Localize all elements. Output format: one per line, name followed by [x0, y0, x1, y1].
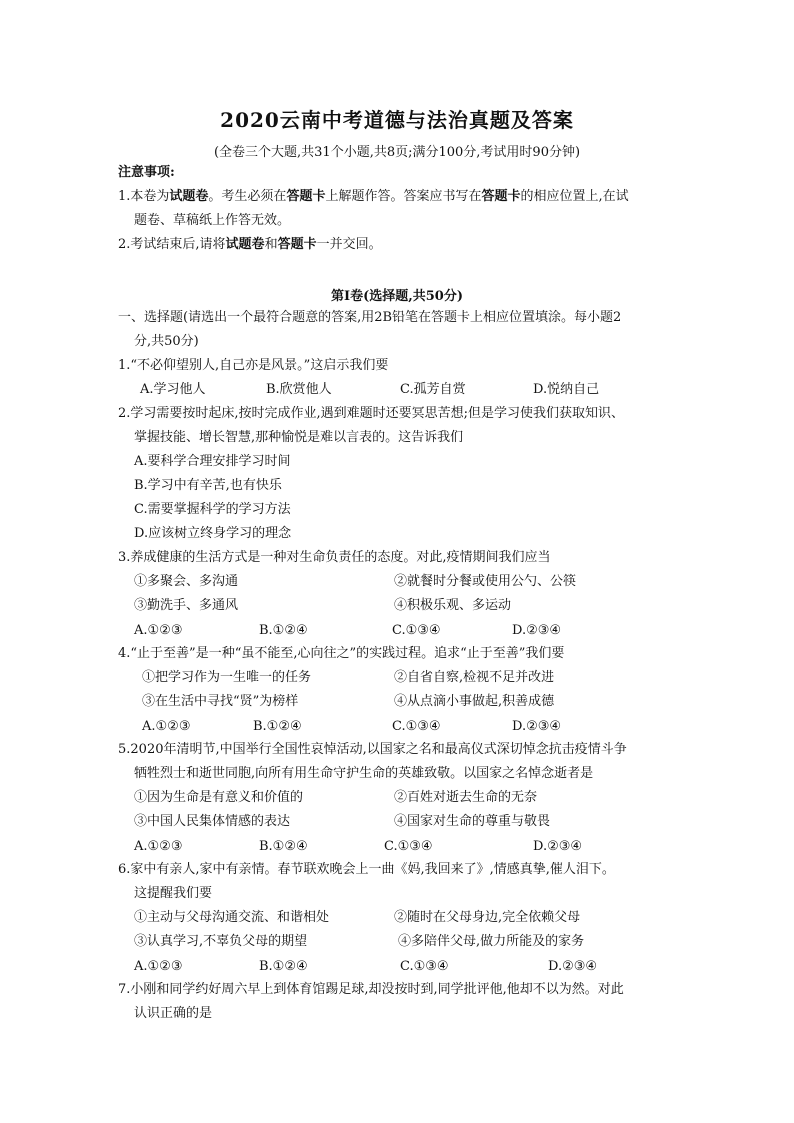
q5-option-c: C.①③④ [384, 839, 433, 854]
q5-statement-1: ①因为生命是有意义和价值的 [134, 790, 304, 805]
notice-bold: 答题卡 [277, 237, 317, 252]
q3-statement-3: ③勤洗手、多通风 [134, 598, 239, 613]
page-title: 2020云南中考道德与法治真题及答案 [220, 108, 574, 132]
q6-option-c: C.①③④ [400, 959, 449, 974]
q4-option-c: C.①③④ [392, 719, 441, 734]
q6-statement-2: ②随时在父母身边,完全依赖父母 [394, 910, 581, 925]
section-intro: 一、选择题(请选出一个最符合题意的答案,用2B铅笔在答题卡上相应位置填涂。每小题2 [118, 310, 622, 325]
q6-option-d: D.②③④ [548, 959, 598, 974]
q2-option-a: A.要科学合理安排学习时间 [134, 454, 291, 469]
question-2-stem: 2.学习需要按时起床,按时完成作业,遇到难题时还要冥思苦想;但是学习使我们获取知识、 [118, 406, 625, 421]
q5-option-a: A.①②③ [134, 839, 183, 854]
q2-option-b: B.学习中有辛苦,也有快乐 [134, 478, 282, 493]
notice-text: 1.本卷为 [118, 189, 170, 204]
notice-text: 。考生必须在 [208, 189, 287, 204]
notice-bold: 试题卷 [225, 237, 265, 252]
q6-option-a: A.①②③ [134, 959, 183, 974]
q3-option-a: A.①②③ [134, 623, 183, 638]
question-2-stem-cont: 掌握技能、增长智慧,那种愉悦是难以言表的。这告诉我们 [134, 430, 464, 445]
section-intro-cont: 分,共50分) [134, 334, 199, 349]
q1-option-c: C.孤芳自赏 [400, 382, 466, 397]
question-7-stem: 7.小刚和同学约好周六早上到体育馆踢足球,却没按时到,同学批评他,他却不以为然。对此 [118, 982, 624, 997]
q6-option-b: B.①②④ [259, 959, 308, 974]
notice-heading: 注意事项: [118, 165, 175, 180]
notice-text: 上解题作答。答案应书写在 [325, 189, 482, 204]
notice-text: 的相应位置上,在试 [520, 189, 629, 204]
question-4-stem: 4.“止于至善”是一种“虽不能至,心向往之”的实践过程。追求“止于至善”我们要 [118, 646, 565, 661]
q5-option-b: B.①②④ [259, 839, 308, 854]
q3-option-c: C.①③④ [392, 623, 441, 638]
q3-statement-1: ①多聚会、多沟通 [134, 574, 239, 589]
question-6-stem: 6.家中有亲人,家中有亲情。春节联欢晚会上一曲《妈,我回来了》,情感真挚,催人泪下。 [118, 862, 615, 877]
q6-statement-1: ①主动与父母沟通交流、和谐相处 [134, 910, 330, 925]
q4-option-a: A.①②③ [142, 719, 191, 734]
q4-statement-1: ①把学习作为一生唯一的任务 [142, 670, 312, 685]
notice-bold: 答题卡 [286, 189, 326, 204]
notice-bold: 试题卷 [169, 189, 209, 204]
q3-option-d: D.②③④ [512, 623, 562, 638]
q5-statement-2: ②百姓对逝去生命的无奈 [394, 790, 538, 805]
question-5-stem-cont: 牺牲烈士和逝世同胞,向所有用生命守护生命的英雄致敬。以国家之名悼念逝者是 [134, 766, 594, 781]
q4-statement-3: ③在生活中寻找“贤”为榜样 [142, 694, 299, 709]
notice-item-1-cont: 题卷、草稿纸上作答无效。 [134, 213, 291, 228]
q3-option-b: B.①②④ [259, 623, 308, 638]
q5-option-d: D.②③④ [533, 839, 583, 854]
q4-option-d: D.②③④ [512, 719, 562, 734]
q4-option-b: B.①②④ [253, 719, 302, 734]
notice-bold: 答题卡 [481, 189, 521, 204]
q5-statement-4: ④国家对生命的尊重与敬畏 [394, 814, 551, 829]
notice-item-1 [118, 189, 629, 205]
q4-statement-4: ④从点滴小事做起,积善成德 [394, 694, 555, 709]
q1-option-d: D.悦纳自己 [533, 382, 600, 397]
q2-option-c: C.需要掌握科学的学习方法 [134, 502, 291, 517]
section-heading: 第I卷(选择题,共50分) [331, 289, 463, 304]
question-5-stem: 5.2020年清明节,中国举行全国性哀悼活动,以国家之名和最高仪式深切悼念抗击疫情斗争 [118, 742, 627, 757]
q3-statement-4: ④积极乐观、多运动 [394, 598, 512, 613]
q2-option-d: D.应该树立终身学习的理念 [134, 526, 292, 541]
q6-statement-4: ④多陪伴父母,做力所能及的家务 [398, 934, 585, 949]
notice-text: 2.考试结束后,请将 [118, 237, 226, 252]
q3-statement-2: ②就餐时分餐或使用公勺、公筷 [394, 574, 577, 589]
q5-statement-3: ③中国人民集体情感的表达 [134, 814, 291, 829]
notice-text: 和 [264, 237, 278, 252]
q4-statement-2: ②自省自察,检视不足并改进 [394, 670, 555, 685]
question-3-stem: 3.养成健康的生活方式是一种对生命负责任的态度。对此,疫情期间我们应当 [118, 550, 551, 565]
exam-info: (全卷三个大题,共31个小题,共8页;满分100分,考试用时90分钟) [213, 145, 581, 160]
question-1-stem: 1.“不必仰望别人,自己亦是风景。”这启示我们要 [118, 358, 389, 373]
q6-statement-3: ③认真学习,不辜负父母的期望 [134, 934, 308, 949]
question-7-stem-cont: 认识正确的是 [134, 1006, 213, 1021]
notice-text: 一并交回。 [316, 237, 382, 252]
q1-option-b: B.欣赏他人 [266, 382, 332, 397]
notice-item-2 [118, 237, 382, 253]
q1-option-a: A.学习他人 [140, 382, 206, 397]
question-6-stem-cont: 这提醒我们要 [134, 886, 213, 901]
